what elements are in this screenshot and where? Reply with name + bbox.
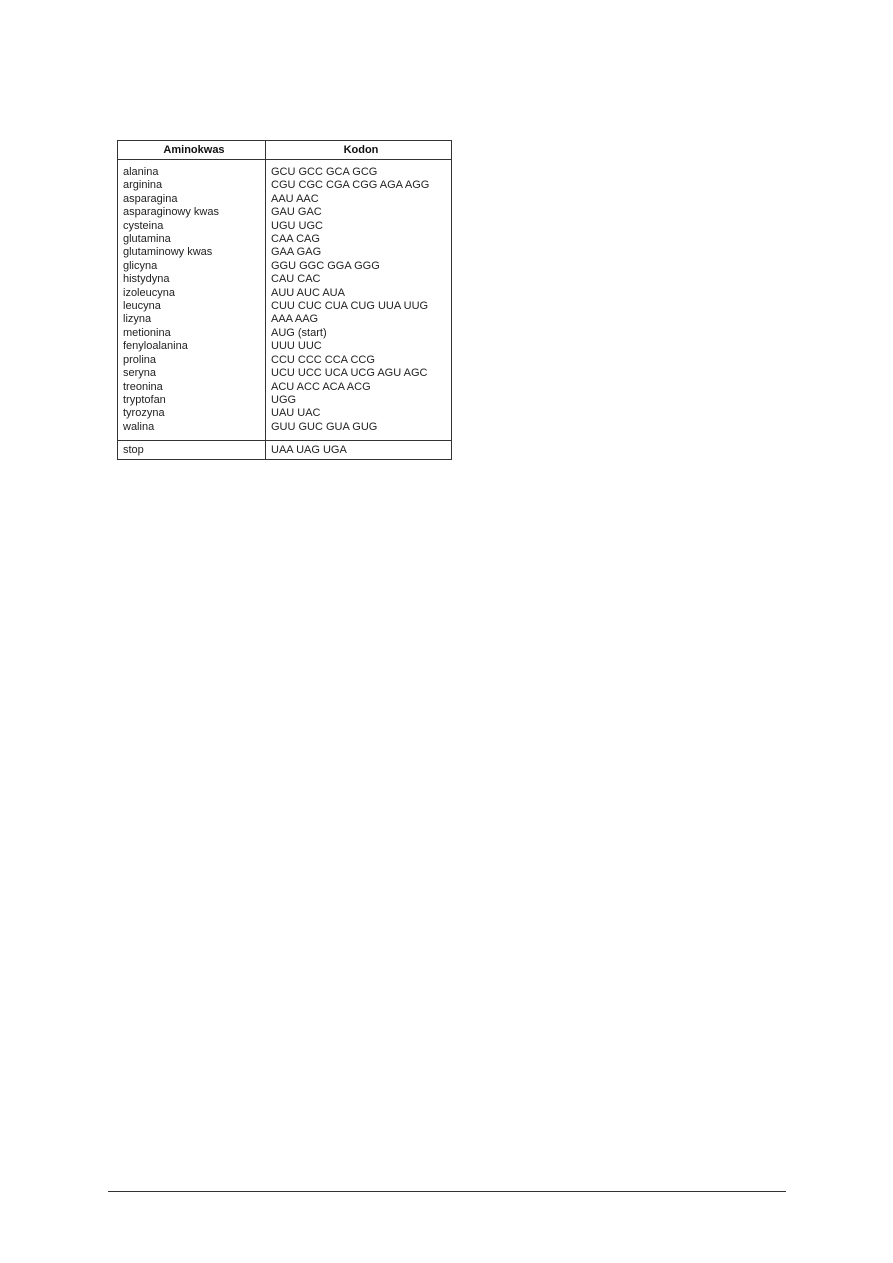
codon-cell: GAA GAG: [271, 246, 322, 259]
amino-cell: lizyna: [118, 313, 266, 326]
codon-cell: UAA UAG UGA: [266, 441, 452, 460]
amino-cell: metionina: [118, 327, 266, 340]
codon-cell: CCU CCC CCA CCG: [271, 353, 375, 366]
table-row: [118, 381, 452, 394]
table-row: [118, 394, 452, 407]
amino-cell: tyrozyna: [118, 407, 266, 420]
table-row-stop: [118, 441, 452, 460]
header-kodon: Kodon: [266, 141, 452, 160]
amino-cell: fenyloalanina: [118, 340, 266, 353]
amino-cell: glutamina: [118, 233, 266, 246]
table-row: [118, 407, 452, 420]
codon-cell: GAU GAC: [271, 206, 322, 219]
table-row: [118, 206, 452, 219]
table-row: [118, 340, 452, 353]
codon-cell: AUG (start): [271, 326, 327, 339]
amino-cell: stop: [118, 441, 266, 460]
table-row: [118, 313, 452, 326]
table-row: [118, 300, 452, 313]
table-row: [118, 220, 452, 233]
table-row: [118, 160, 452, 180]
codon-cell: AUU AUC AUA: [271, 286, 345, 299]
codon-cell: ACU ACC ACA ACG: [271, 380, 371, 393]
amino-cell: arginina: [118, 179, 266, 192]
footer-divider: [108, 1191, 786, 1192]
table-row: [118, 260, 452, 273]
table-row: [118, 287, 452, 300]
codon-cell: CAU CAC: [271, 273, 321, 286]
amino-cell: prolina: [118, 354, 266, 367]
codon-cell: UUU UUC: [271, 340, 322, 353]
table-row: [118, 327, 452, 340]
amino-cell: izoleucyna: [118, 287, 266, 300]
table-row: [118, 273, 452, 286]
codon-table: [117, 140, 452, 460]
codon-cell: AAU AAC: [271, 192, 319, 205]
amino-cell: walina: [118, 421, 266, 441]
table-row: [118, 246, 452, 259]
amino-cell: treonina: [118, 381, 266, 394]
amino-cell: seryna: [118, 367, 266, 380]
amino-cell: histydyna: [118, 273, 266, 286]
amino-cell: alanina: [118, 160, 266, 180]
table-body: [118, 160, 452, 441]
table-row: [118, 421, 452, 441]
amino-cell: glicyna: [118, 260, 266, 273]
amino-cell: tryptofan: [118, 394, 266, 407]
codon-cell: CAA CAG: [271, 233, 320, 246]
codon-cell: GGU GGC GGA GGG: [271, 259, 380, 272]
amino-cell: cysteina: [118, 220, 266, 233]
table-row: [118, 354, 452, 367]
codon-cell: UAU UAC: [271, 407, 321, 420]
codon-cell: UGG: [271, 393, 297, 406]
amino-cell: asparagina: [118, 193, 266, 206]
amino-cell: leucyna: [118, 300, 266, 313]
amino-cell: glutaminowy kwas: [118, 246, 266, 259]
table-row: [118, 367, 452, 380]
table-header-row: [118, 141, 452, 160]
codon-cell: CUU CUC CUA CUG UUA UUG: [271, 300, 429, 313]
codon-cell: GCU GCC GCA GCG: [271, 166, 378, 178]
codon-cell: CGU CGC CGA CGG AGA AGG: [271, 179, 430, 192]
table-row: [118, 193, 452, 206]
codon-cell: AAA AAG: [271, 313, 319, 326]
table-row: [118, 233, 452, 246]
table-row: [118, 179, 452, 192]
codon-cell: GUU GUC GUA GUG: [271, 420, 378, 433]
codon-cell: UGU UGC: [271, 219, 323, 232]
codon-cell: UCU UCC UCA UCG AGU AGC: [271, 367, 428, 380]
header-aminokwas: Aminokwas: [118, 141, 266, 160]
amino-cell: asparaginowy kwas: [118, 206, 266, 219]
